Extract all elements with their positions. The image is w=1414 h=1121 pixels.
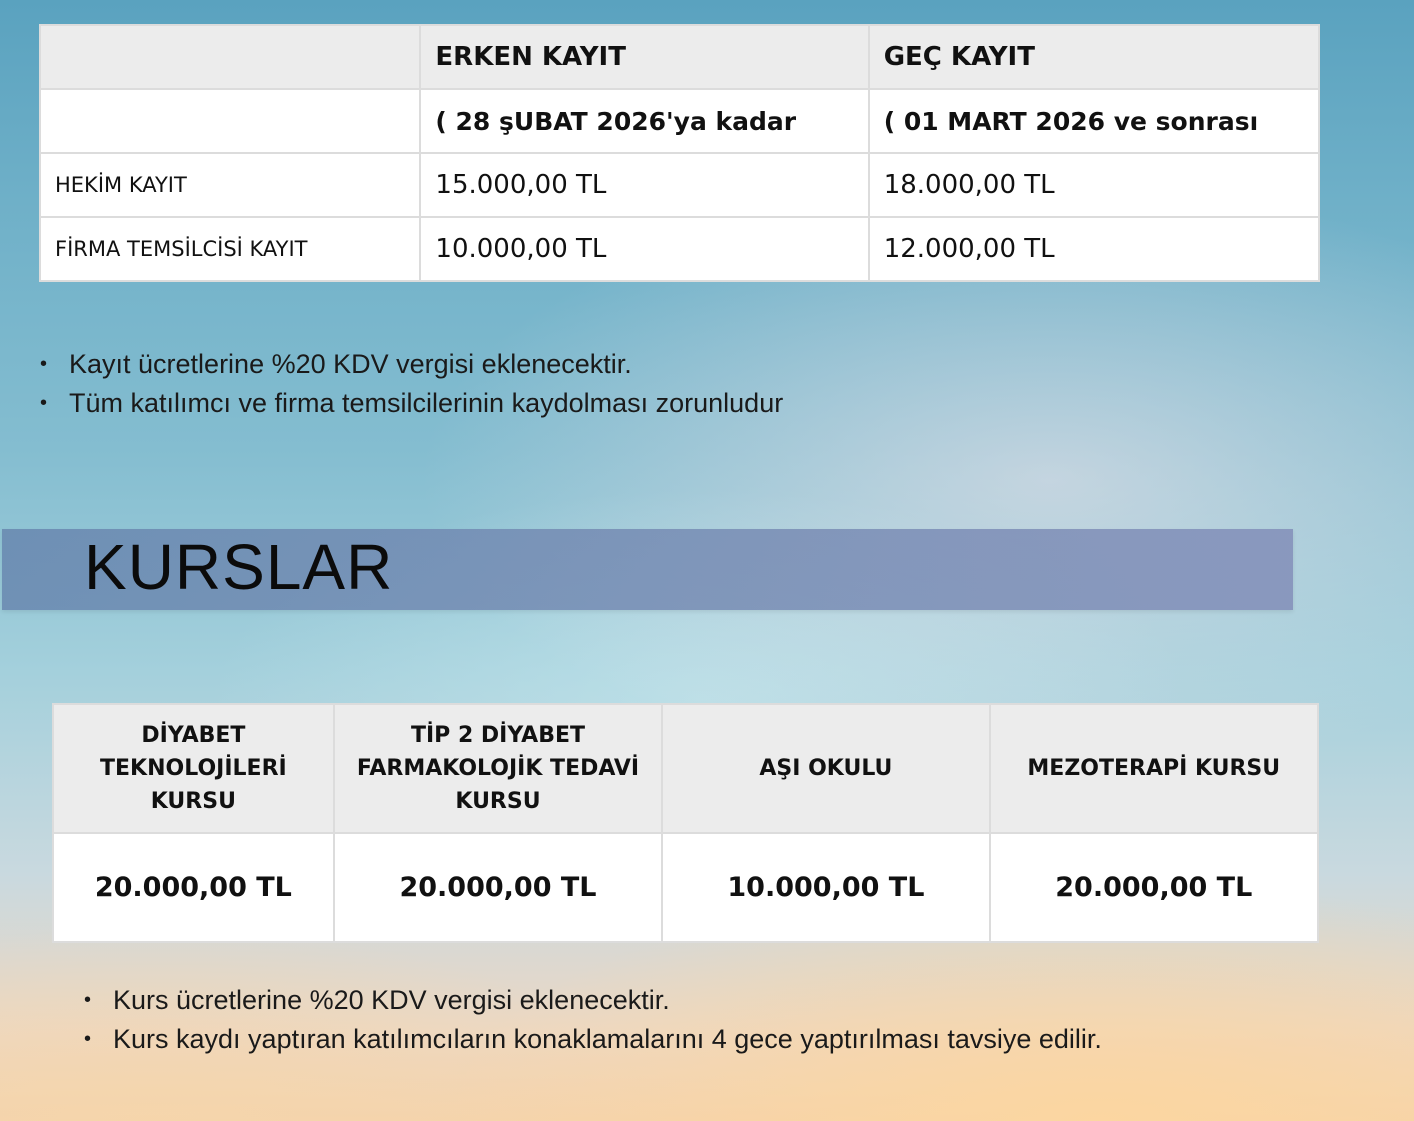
late-registration-start: ( 01 MART 2026 ve sonrası bbox=[869, 89, 1319, 153]
bullet-icon: • bbox=[84, 989, 92, 1011]
course-name: DİYABET TEKNOLOJİLERİ KURSU bbox=[53, 704, 334, 833]
subheader-empty-cell bbox=[40, 89, 420, 153]
section-title: KURSLAR bbox=[84, 531, 394, 603]
list-item bbox=[40, 345, 783, 384]
early-price: 10.000,00 TL bbox=[420, 217, 868, 281]
note-text: Tüm katılımcı ve firma temsilcilerinin kaydolması zorunludur bbox=[69, 388, 784, 418]
early-registration-deadline: ( 28 şUBAT 2026'ya kadar bbox=[420, 89, 868, 153]
registration-fee-table bbox=[39, 24, 1320, 282]
course-price-row bbox=[53, 833, 1318, 942]
note-text: Kurs ücretlerine %20 KDV vergisi eklenecektir. bbox=[113, 985, 670, 1015]
bullet-icon: • bbox=[84, 1028, 92, 1050]
table-subheader-row bbox=[40, 89, 1319, 153]
bullet-icon: • bbox=[40, 392, 48, 414]
list-item bbox=[84, 1020, 1102, 1059]
course-name: TİP 2 DİYABET FARMAKOLOJİK TEDAVİ KURSU bbox=[334, 704, 663, 833]
table-row bbox=[40, 217, 1319, 281]
course-price: 20.000,00 TL bbox=[53, 833, 334, 942]
early-price: 15.000,00 TL bbox=[420, 153, 868, 217]
row-label: HEKİM KAYIT bbox=[40, 153, 420, 217]
header-empty-cell bbox=[40, 25, 420, 89]
course-name: AŞI OKULU bbox=[662, 704, 989, 833]
course-fee-table bbox=[52, 703, 1319, 943]
table-header-row bbox=[40, 25, 1319, 89]
header-late-registration: GEÇ KAYIT bbox=[869, 25, 1319, 89]
row-label: FİRMA TEMSİLCİSİ KAYIT bbox=[40, 217, 420, 281]
course-price: 20.000,00 TL bbox=[990, 833, 1318, 942]
late-price: 12.000,00 TL bbox=[869, 217, 1319, 281]
list-item bbox=[84, 981, 1102, 1020]
header-early-registration: ERKEN KAYIT bbox=[420, 25, 868, 89]
note-text: Kayıt ücretlerine %20 KDV vergisi eklenecektir. bbox=[69, 349, 632, 379]
course-price: 10.000,00 TL bbox=[662, 833, 989, 942]
note-text: Kurs kaydı yaptıran katılımcıların konaklamalarını 4 gece yaptırılması tavsiye edilir. bbox=[113, 1024, 1102, 1054]
course-price: 20.000,00 TL bbox=[334, 833, 663, 942]
course-name: MEZOTERAPİ KURSU bbox=[990, 704, 1318, 833]
registration-notes bbox=[40, 345, 783, 423]
list-item bbox=[40, 384, 783, 423]
late-price: 18.000,00 TL bbox=[869, 153, 1319, 217]
course-notes bbox=[84, 981, 1102, 1059]
course-header-row bbox=[53, 704, 1318, 833]
table-row bbox=[40, 153, 1319, 217]
bullet-icon: • bbox=[40, 353, 48, 375]
